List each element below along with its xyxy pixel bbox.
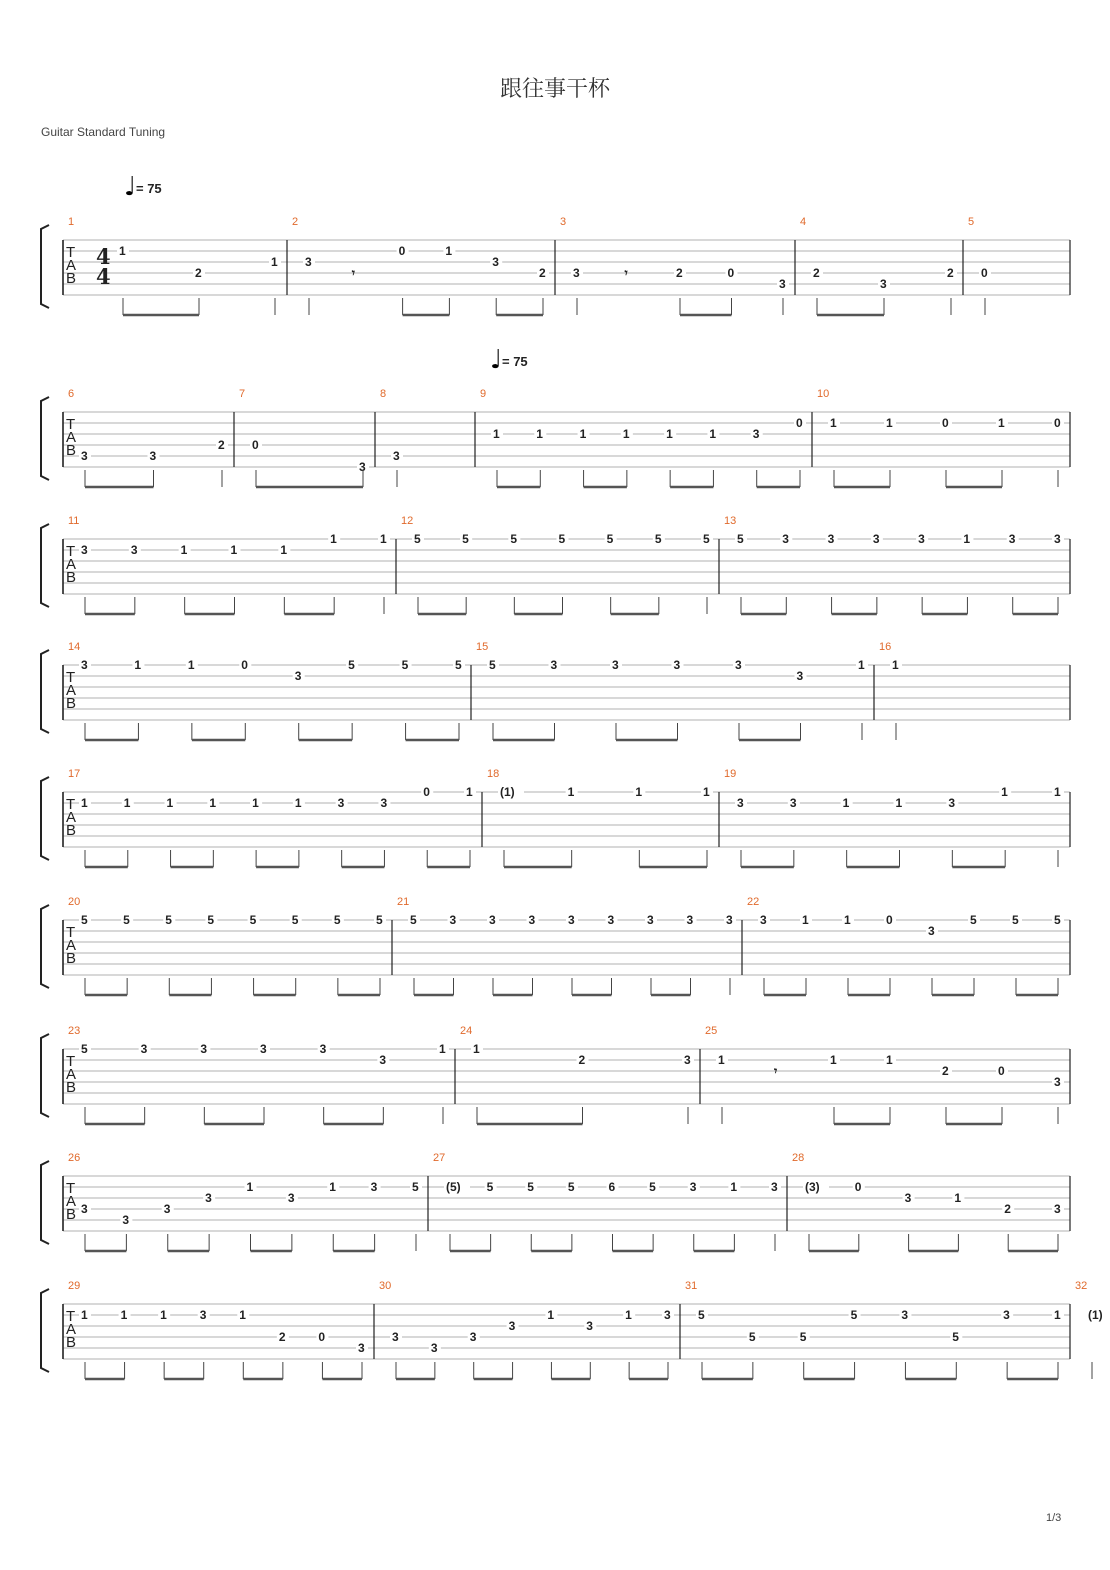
measure-number: 6	[68, 388, 75, 400]
fret-number: 3	[752, 427, 760, 441]
fret-number: 3	[789, 796, 797, 810]
fret-number: 3	[294, 669, 302, 683]
tab-letter: A	[66, 1193, 77, 1210]
fret-number: 0	[398, 244, 406, 258]
fret-number: 5	[1012, 913, 1019, 927]
fret-number: 0	[796, 416, 803, 430]
fret-number: 3	[782, 532, 789, 546]
fret-number: 1	[473, 1042, 480, 1056]
fret-number: 3	[827, 532, 835, 546]
fret-number: 5	[510, 532, 518, 546]
fret-number: 3	[647, 913, 654, 927]
fret-number: 1	[579, 427, 587, 441]
tab-letter: T	[66, 1053, 76, 1070]
tab-letter: A	[66, 429, 77, 446]
fret-number: 5	[462, 532, 469, 546]
fret-number: 3	[81, 543, 88, 557]
fret-number: (5)	[446, 1180, 461, 1194]
fret-number: 1	[895, 796, 903, 810]
fret-number: 5	[567, 1180, 575, 1194]
measure-number: 12	[401, 515, 414, 527]
fret-number: 1	[998, 416, 1005, 430]
fret-number: 1	[802, 913, 809, 927]
tab-letter: B	[66, 695, 77, 712]
measure-number: 7	[239, 388, 246, 400]
fret-number: 3	[607, 913, 615, 927]
fret-number: 1	[730, 1180, 738, 1194]
measure-number: 4	[800, 216, 807, 228]
fret-number: 2	[1004, 1202, 1011, 1216]
fret-number: 3	[81, 658, 88, 672]
fret-number: 3	[469, 1330, 477, 1344]
fret-number: 0	[998, 1064, 1005, 1078]
fret-number: 2	[539, 266, 546, 280]
fret-number: 3	[319, 1042, 327, 1056]
fret-number: 3	[779, 277, 786, 291]
fret-number: 1	[271, 255, 278, 269]
tab-letter: A	[66, 1321, 77, 1338]
tab-letter: A	[66, 682, 77, 699]
fret-number: 1	[187, 658, 195, 672]
system-bracket	[41, 524, 49, 607]
fret-number: 3	[528, 913, 536, 927]
fret-number: 0	[423, 785, 430, 799]
fret-number: 0	[727, 266, 735, 280]
measure-number: 9	[480, 388, 487, 400]
fret-number: 3	[550, 658, 558, 672]
fret-number: 1	[81, 796, 88, 810]
fret-number: 1	[892, 658, 899, 672]
fret-number: 2	[947, 266, 954, 280]
measure-number: 3	[560, 216, 567, 228]
tab-letter: A	[66, 937, 77, 954]
fret-number: 1	[635, 785, 643, 799]
fret-number: 5	[455, 658, 462, 672]
fret-number: 5	[81, 1042, 88, 1056]
fret-number: 1	[123, 796, 131, 810]
measure-number: 28	[792, 1152, 805, 1164]
fret-number: 1	[703, 785, 710, 799]
measure-number: 30	[379, 1280, 392, 1292]
fret-number: 3	[199, 1308, 207, 1322]
fret-number: 5	[654, 532, 662, 546]
fret-number: 2	[278, 1330, 286, 1344]
measure-number: 25	[705, 1025, 718, 1037]
fret-number: 3	[287, 1191, 295, 1205]
tab-letter: T	[66, 924, 76, 941]
fret-number: (3)	[805, 1180, 820, 1194]
fret-number: 5	[412, 1180, 419, 1194]
fret-number: (1)	[1088, 1308, 1103, 1322]
fret-number: 1	[246, 1180, 254, 1194]
fret-number: 0	[1054, 416, 1061, 430]
fret-number: 1	[134, 658, 142, 672]
fret-number: 1	[119, 244, 126, 258]
fret-number: 3	[81, 449, 88, 463]
fret-number: 1	[830, 416, 837, 430]
fret-number: 3	[1008, 532, 1016, 546]
tab-letter: B	[66, 442, 77, 459]
fret-number: 5	[489, 658, 496, 672]
fret-number: 2	[578, 1053, 586, 1067]
fret-number: 1	[963, 532, 971, 546]
fret-number: 5	[1054, 913, 1061, 927]
fret-number: 1	[547, 1308, 555, 1322]
fret-number: 1	[622, 427, 630, 441]
fret-number: 3	[370, 1180, 378, 1194]
tab-letter: T	[66, 1180, 76, 1197]
measure-number: 27	[433, 1152, 446, 1164]
measure-number: 5	[968, 216, 975, 228]
fret-number: 3	[673, 658, 681, 672]
fret-number: 5	[249, 913, 257, 927]
fret-number: 2	[218, 438, 225, 452]
tab-letter: T	[66, 416, 76, 433]
fret-number: 5	[799, 1330, 807, 1344]
fret-number: 3	[948, 796, 956, 810]
score-title: 跟往事干杯	[499, 77, 610, 102]
fret-number: 3	[81, 1202, 88, 1216]
fret-number: 6	[608, 1180, 616, 1194]
fret-number: 1	[239, 1308, 246, 1322]
fret-number: 3	[689, 1180, 697, 1194]
fret-number: 3	[726, 913, 733, 927]
system-bracket	[41, 1034, 49, 1117]
fret-number: 3	[1003, 1308, 1010, 1322]
fret-number: 1	[666, 427, 673, 441]
fret-number: 3	[901, 1308, 909, 1322]
fret-number: 3	[449, 913, 457, 927]
measure-number: 23	[68, 1025, 81, 1037]
tab-letter: B	[66, 822, 77, 839]
fret-number: 1	[166, 796, 174, 810]
fret-number: 0	[854, 1180, 862, 1194]
time-signature-top: 4	[96, 244, 111, 269]
measure-number: 29	[68, 1280, 81, 1292]
fret-number: 3	[612, 658, 619, 672]
fret-number: 3	[760, 913, 767, 927]
fret-number: 1	[120, 1308, 128, 1322]
fret-number: 1	[294, 796, 302, 810]
fret-number: 0	[886, 913, 893, 927]
fret-number: 1	[954, 1191, 962, 1205]
fret-number: 1	[886, 416, 893, 430]
fret-number: 3	[684, 1053, 691, 1067]
fret-number: 3	[358, 1341, 365, 1355]
fret-number: 5	[165, 913, 172, 927]
measure-number: 11	[68, 515, 80, 527]
fret-number: 3	[489, 913, 496, 927]
fret-number: 3	[928, 924, 935, 938]
fret-number: 3	[686, 913, 694, 927]
measure-number: 15	[476, 641, 489, 653]
fret-number: 1	[252, 796, 259, 810]
measure-number: 2	[292, 216, 299, 228]
fret-number: 1	[329, 1180, 336, 1194]
fret-number: 1	[567, 785, 575, 799]
fret-number: 3	[392, 1330, 399, 1344]
fret-number: 3	[1054, 1075, 1061, 1089]
measure-number: 18	[487, 768, 500, 780]
fret-number: 3	[163, 1202, 171, 1216]
tab-letter: B	[66, 1206, 77, 1223]
quarter-note-icon: ♩	[490, 345, 503, 375]
system-bracket	[41, 397, 49, 480]
fret-number: 1	[180, 543, 188, 557]
fret-number: 3	[1054, 532, 1061, 546]
eighth-rest-icon: 𝄾	[774, 1064, 778, 1078]
fret-number: 1	[842, 796, 850, 810]
measure-number: 8	[380, 388, 387, 400]
fret-number: 3	[205, 1191, 212, 1205]
tab-letter: B	[66, 950, 77, 967]
fret-number: 5	[81, 913, 88, 927]
tuning-label: Guitar Standard Tuning	[41, 125, 166, 139]
measure-number: 13	[724, 515, 737, 527]
fret-number: 3	[379, 1053, 387, 1067]
fret-number: 3	[737, 796, 744, 810]
fret-number: 3	[872, 532, 880, 546]
measure-number: 22	[747, 896, 760, 908]
tab-letter: A	[66, 556, 77, 573]
fret-number: 1	[858, 658, 865, 672]
system-bracket	[41, 1161, 49, 1244]
fret-number: 5	[558, 532, 566, 546]
fret-number: 5	[703, 532, 710, 546]
fret-number: 0	[252, 438, 259, 452]
fret-number: 3	[508, 1319, 516, 1333]
fret-number: 1	[1054, 785, 1061, 799]
fret-number: 5	[970, 913, 977, 927]
measure-number: 1	[68, 216, 75, 228]
fret-number: 3	[380, 796, 388, 810]
fret-number: 5	[291, 913, 299, 927]
measure-number: 31	[685, 1280, 698, 1292]
fret-number: 3	[796, 669, 804, 683]
fret-number: 1	[466, 785, 473, 799]
fret-number: 1	[1054, 1308, 1061, 1322]
fret-number: 3	[586, 1319, 593, 1333]
fret-number: 5	[207, 913, 215, 927]
fret-number: 5	[737, 532, 744, 546]
tab-letter: B	[66, 1334, 77, 1351]
measure-number: 17	[68, 768, 81, 780]
measure-number: 20	[68, 896, 81, 908]
fret-number: 1	[709, 427, 717, 441]
fret-number: 3	[904, 1191, 912, 1205]
fret-number: 2	[942, 1064, 949, 1078]
fret-number: 5	[410, 913, 417, 927]
fret-number: 3	[122, 1213, 130, 1227]
fret-number: 1	[625, 1308, 632, 1322]
fret-number: 0	[318, 1330, 326, 1344]
tab-letter: B	[66, 569, 77, 586]
tab-letter: T	[66, 244, 76, 261]
tab-letter: A	[66, 809, 77, 826]
fret-number: 1	[445, 244, 453, 258]
fret-number: (1)	[500, 785, 515, 799]
fret-number: 5	[123, 913, 130, 927]
measure-number: 32	[1075, 1280, 1088, 1292]
fret-number: 3	[393, 449, 400, 463]
fret-number: 3	[573, 266, 580, 280]
fret-number: 3	[149, 449, 157, 463]
time-signature-bottom: 4	[96, 264, 111, 289]
fret-number: 1	[209, 796, 217, 810]
quarter-note-icon: ♩	[124, 172, 137, 202]
fret-number: 3	[359, 460, 366, 474]
measure-number: 24	[460, 1025, 473, 1037]
fret-number: 3	[664, 1308, 671, 1322]
fret-number: 5	[486, 1180, 494, 1194]
fret-number: 3	[337, 796, 345, 810]
fret-number: 5	[414, 532, 421, 546]
fret-number: 3	[140, 1042, 148, 1056]
fret-number: 5	[698, 1308, 705, 1322]
fret-number: 1	[81, 1308, 88, 1322]
fret-number: 1	[160, 1308, 167, 1322]
fret-number: 1	[439, 1042, 446, 1056]
fret-number: 0	[241, 658, 248, 672]
fret-number: 1	[380, 532, 387, 546]
measure-number: 14	[68, 641, 81, 653]
fret-number: 3	[492, 255, 499, 269]
system-bracket	[41, 650, 49, 733]
measure-number: 21	[397, 896, 410, 908]
system-bracket	[41, 225, 49, 308]
tab-letter: T	[66, 543, 76, 560]
tempo-value: = 75	[502, 354, 528, 369]
fret-number: 1	[718, 1053, 725, 1067]
fret-number: 3	[200, 1042, 208, 1056]
fret-number: 1	[280, 543, 288, 557]
fret-number: 3	[130, 543, 138, 557]
fret-number: 5	[606, 532, 614, 546]
eighth-rest-icon: 𝄾	[624, 266, 628, 280]
fret-number: 5	[649, 1180, 656, 1194]
tab-letter: A	[66, 257, 77, 274]
tab-letter: A	[66, 1066, 77, 1083]
fret-number: 1	[830, 1053, 837, 1067]
fret-number: 1	[493, 427, 500, 441]
fret-number: 3	[430, 1341, 438, 1355]
fret-number: 1	[1001, 785, 1008, 799]
fret-number: 1	[330, 532, 337, 546]
fret-number: 3	[568, 913, 575, 927]
fret-number: 3	[771, 1180, 778, 1194]
fret-number: 5	[401, 658, 409, 672]
fret-number: 2	[195, 266, 202, 280]
fret-number: 1	[886, 1053, 893, 1067]
fret-number: 3	[918, 532, 925, 546]
fret-number: 3	[735, 658, 742, 672]
measure-number: 16	[879, 641, 892, 653]
measure-number: 26	[68, 1152, 81, 1164]
tab-letter: B	[66, 1079, 77, 1096]
fret-number: 5	[348, 658, 355, 672]
fret-number: 5	[527, 1180, 534, 1194]
tab-letter: T	[66, 796, 76, 813]
fret-number: 0	[981, 266, 988, 280]
fret-number: 0	[942, 416, 949, 430]
fret-number: 2	[813, 266, 820, 280]
fret-number: 1	[536, 427, 543, 441]
fret-number: 3	[305, 255, 312, 269]
tab-letter: T	[66, 669, 76, 686]
tempo-value: = 75	[136, 181, 162, 196]
fret-number: 1	[230, 543, 238, 557]
tab-letter: B	[66, 270, 77, 287]
fret-number: 3	[260, 1042, 267, 1056]
fret-number: 5	[748, 1330, 756, 1344]
system-bracket	[41, 1289, 49, 1372]
page-number: 1/3	[1046, 1512, 1062, 1524]
fret-number: 5	[333, 913, 341, 927]
tab-letter: T	[66, 1308, 76, 1325]
eighth-rest-icon: 𝄾	[351, 266, 356, 280]
fret-number: 3	[880, 277, 887, 291]
system-bracket	[41, 905, 49, 988]
measure-number: 10	[817, 388, 830, 400]
fret-number: 1	[844, 913, 851, 927]
system-bracket	[41, 777, 49, 860]
measure-number: 19	[724, 768, 737, 780]
fret-number: 5	[952, 1330, 959, 1344]
fret-number: 5	[850, 1308, 858, 1322]
fret-number: 2	[676, 266, 683, 280]
fret-number: 3	[1054, 1202, 1061, 1216]
fret-number: 5	[376, 913, 383, 927]
